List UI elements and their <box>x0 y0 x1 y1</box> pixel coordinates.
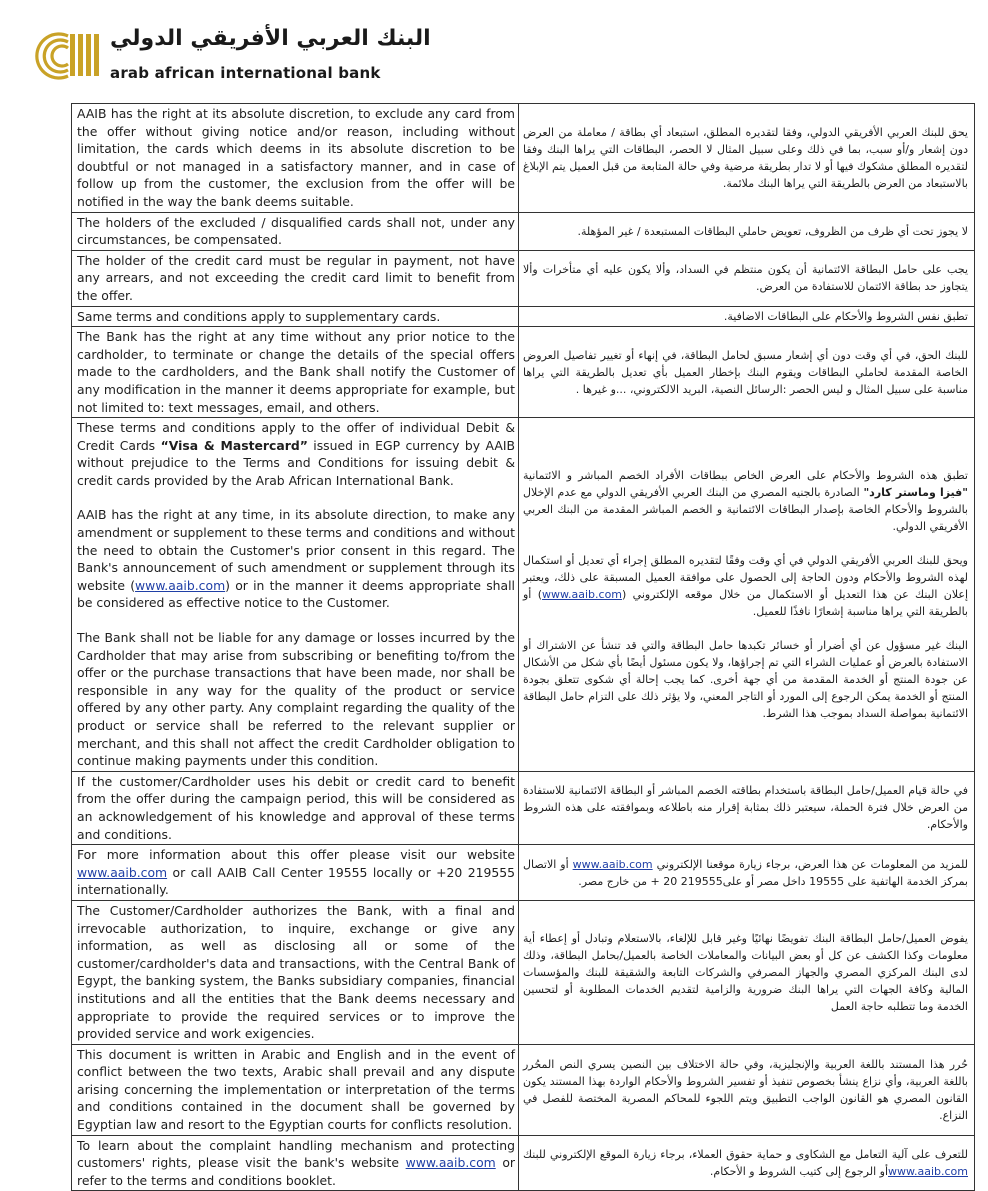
website-link[interactable]: www.aaib.com <box>405 1155 496 1171</box>
text-span: For more information about this offer please visit our website <box>77 847 515 863</box>
table-row <box>72 327 975 418</box>
text-span: These terms and conditions apply to the offer of individual Debit & Credit Cards <box>77 420 515 453</box>
logo-english-text: arab african international bank <box>110 64 381 82</box>
clause-paragraph <box>523 467 968 535</box>
english-clause: The Bank has the right at any time without any prior notice to the cardholder, to terminate or change the details of the special offers made to the cardholders, and the Bank shall notify the Customer of any modification in the manner it deems appropriate for example, but not limited to: text messages, email, and others. <box>72 327 519 418</box>
text-span: issued in EGP currency by AAIB without prejudice to the Terms and Conditions for issuing debit & credit cards provided by the Arab African International Bank. <box>77 437 515 488</box>
english-clause: This document is written in Arabic and English and in the event of conflict between the two texts, Arabic shall prevail and any dispute arising concerning the implementation or interpretation of the terms and conditions contained in the document shall be governed by Egyptian law and resort to the Egyptian courts for conflicts resolution. <box>72 1044 519 1135</box>
logo-arabic-text: البنك العربي الأفريقي الدولي <box>110 26 431 51</box>
english-clause: If the customer/Cardholder uses his debit or credit card to benefit from the offer during the campaign period, this will be considered as an acknowledgement of his knowledge and approval of these terms and conditions. <box>72 771 519 844</box>
table-row <box>72 845 975 901</box>
terms-table-container <box>71 103 972 1191</box>
arabic-clause: يفوض العميل/حامل البطاقة البنك تفويضًا نهائيًا وغير قابل للإلغاء، بالاستعلام وتبادل أو إعطاء أية معلومات وكذا الكشف عن كل أو بعض البيانات والمعاملات الخاصة بالعميل/بحامل البطاقة، وذلك لدى البنك المركزي المصري والجهاز المصرفي والشركات التابعة والشقيقة للبنك والمؤسسات المالية وكافة الجهات التي يراها البنك ضرورية والزامية لتقديم الخدمات المطلوبة أو لتحسين الخدمة وما تتطلبه حاجة العمل <box>519 900 975 1044</box>
terms-table <box>71 103 975 1191</box>
text-span: للتعرف على آلية التعامل مع الشكاوى و حماية حقوق العملاء، برجاء زيارة الموقع الإلكتروني للبنك <box>523 1148 968 1162</box>
clause-paragraph <box>77 506 515 612</box>
text-span: To learn about the complaint handling mechanism and protecting customers' rights, please visit the bank's website <box>77 1137 515 1171</box>
english-clause: The holder of the credit card must be regular in payment, not have any arrears, and not exceeding the credit card limit to benefit from the offer. <box>72 250 519 306</box>
text-span: الصادرة بالجنيه المصري من البنك العربي الأفريقي الدولي مع عدم الإخلال بالشروط والأحكام الخاصة بإصدار البطاقات الائتمانية و الخصم المباشر المقدمة من البنك العربي الأفريقي الدولي. <box>523 485 968 533</box>
arabic-clause: لا يجوز تحت أي ظرف من الظروف، تعويض حاملي البطاقات المستبعدة / غير المؤهلة. <box>519 212 975 250</box>
table-row <box>72 1044 975 1135</box>
spacer <box>77 489 515 506</box>
english-clause: The holders of the excluded / disqualified cards shall not, under any circumstances, be compensated. <box>72 212 519 250</box>
arabic-clause <box>519 1135 975 1191</box>
arabic-clause: يحق للبنك العربي الأفريقي الدولي، وفقا لتقديره المطلق، استبعاد أي بطاقة / معاملة من العرض دون إشعار و/أو سبب، بما في ذلك وعلى سبيل المثال لا الحصر، البطاقات التي يراها البنك وفقا لتقديره المطلق مشكوك فيها أو لا تدار بطريقة مرضية وفي حالة المتابعة من قبل العميل يتم الإبلاغ بالاستبعاد من العرض بالطريقة التي يراها البنك ملائمة. <box>519 104 975 213</box>
spacer <box>77 612 515 629</box>
table-row <box>72 418 975 772</box>
text-span: أو الرجوع إلى كتيب الشروط و الأحكام. <box>709 1165 888 1179</box>
table-row <box>72 1135 975 1191</box>
spacer <box>523 535 968 552</box>
text-span: للمزيد من المعلومات عن هذا العرض، برجاء زيارة موقعنا الإلكتروني <box>652 857 968 871</box>
text-span: or call AAIB Call Center 19555 locally or +20 219555 internationally. <box>77 864 515 898</box>
english-clause: Same terms and conditions apply to supplementary cards. <box>72 306 519 327</box>
card-brand-bold: "فيزا وماستر كارد" <box>863 485 968 499</box>
english-clause <box>72 1135 519 1191</box>
website-link[interactable]: www.aaib.com <box>572 857 653 871</box>
website-link[interactable]: www.aaib.com <box>135 577 226 593</box>
arabic-clause: للبنك الحق، في أي وقت دون أي إشعار مسبق لحامل البطاقة، في إنهاء أو تغيير تفاصيل العروض الخاصة المقدمة لحاملي البطاقات ويقوم البنك بإخطار العميل بأي تعديل بالطريقة التي يراها مناسبة على سبيل المثال و ليس الحصر :الرسائل النصية، البريد الالكتروني، ...و غيرها . <box>519 327 975 418</box>
arabic-clause: يجب على حامل البطاقة الائتمانية أن يكون منتظم في السداد، وألا يكون عليه أي متأخرات وألا يتجاوز حد بطاقة الائتمان للاستفادة من العرض. <box>519 250 975 306</box>
table-row <box>72 212 975 250</box>
clause-paragraph: The Bank shall not be liable for any damage or losses incurred by the Cardholder that may arise from subscribing or benefiting to/from the offer or the purchase transactions that have been made, nor shall be responsible in any way for the quality of the product or service offered by any other party. Any complaint regarding the quality of the product or service shall be referred to the relevant supplier or merchant, and this shall not affect the credit Cardholder obligation to continue making payments under this condition. <box>77 630 515 769</box>
arabic-clause <box>519 845 975 901</box>
text-span: أو الاتصال بمركز الخدمة الهاتفية على 19555 داخل مصر أو على219555 20 + من خارج مصر. <box>523 857 968 888</box>
english-clause-group <box>72 418 519 772</box>
arabic-clause: تطبق نفس الشروط والأحكام على البطاقات الاضافية. <box>519 306 975 327</box>
english-clause: AAIB has the right at its absolute discretion, to exclude any card from the offer without giving notice and/or reason, including without limitation, the cards which deems in its absolute discretion to be doubtful or not managed in a satisfactory manner, and in case of follow up from the customer, the exclusion from the offer will be notified in the way the bank deems suitable. <box>72 104 519 213</box>
table-row <box>72 306 975 327</box>
text-span: ) or in the manner it deems appropriate shall be considered as effective notice to the Customer. <box>77 577 515 611</box>
table-row <box>72 900 975 1044</box>
english-clause: The Customer/Cardholder authorizes the Bank, with a final and irrevocable authorization, to inquire, exchange or give any information, as well as disclosing all or some of the customer/cardholder's data and transactions, with the Central Bank of Egypt, the banking system, the Banks subsidiary companies, financial institutions and all the entities that the Bank deems necessary and appropriate to provide the required services or to improve the provided service and work exigencies. <box>72 900 519 1044</box>
text-span: ) أو بالطريقة التي يراها مناسبة إشعارًا نافذًا للعميل. <box>523 587 968 618</box>
arabic-clause: حُرر هذا المستند باللغة العربية والإنجليزية، وفي حالة الاختلاف بين النصين يسري النص المحُرر باللغة العربية، وأي نزاع ينشأ بخصوص تنفيذ أو تفسير الشروط والأحكام الواردة بهذا المستند يكون القانون المصري هو القانون الواجب التطبيق ويتم اللجوء للمحاكم المصرية المختصة للفصل في النزاع. <box>519 1044 975 1135</box>
website-link[interactable]: www.aaib.com <box>542 587 623 601</box>
clause-paragraph: البنك غير مسؤول عن أي أضرار أو خسائر تكبدها حامل البطاقة والتي قد تنشأ عن الاشتراك أو الاستفادة بالعرض أو عمليات الشراء التي تم إجراؤها، ولا يكون مسئول أيضًا بأي شكل من الأشكال عن جودة المنتج أو الخدمة المقدمة من أي جهة أخرى. كما يجب إحالة أي شكوى تتعلق بجودة المنتج أو الخدمة يمكن الرجوع إلى المورد أو التاجر المعني، ولا يؤثر ذلك على التزام حامل البطاقة الائتمانية بمواصلة السداد بموجب هذا الشرط. <box>523 638 968 720</box>
clause-paragraph <box>77 419 515 489</box>
card-brand-bold: “Visa & Mastercard” <box>160 437 308 453</box>
text-span: AAIB has the right at any time, in its absolute direction, to make any amendment or supplement to these terms and conditions and without the need to obtain the Customer's prior consent in this regard. The Bank's announcement of such amendment or supplement through its website ( <box>77 507 515 593</box>
english-clause <box>72 845 519 901</box>
spacer <box>523 620 968 637</box>
aaib-emblem-icon <box>34 30 102 80</box>
text-span: or refer to the terms and conditions booklet. <box>77 1155 515 1188</box>
table-row <box>72 771 975 844</box>
website-link[interactable]: www.aaib.com <box>888 1165 968 1179</box>
text-span: ويحق للبنك العربي الأفريقي الدولي في أي وقت وفقًا لتقديره المطلق إجراء أي تعديل أو استكمال لهذه الشروط والأحكام ودون الحاجة إلى الحصول على موافقة العميل المسبقة على ذلك، ويعتبر إعلان البنك عن هذا التعديل أو الاستكمال من خلال موقعه الإلكتروني ( <box>523 553 968 601</box>
arabic-clause: في حالة قيام العميل/حامل البطاقة باستخدام بطاقته الخصم المباشر أو البطاقة الائتمانية للاستفادة من العرض خلال فترة الحملة، سيعتبر ذلك بمثابة إقرار منه باطلاعه وبموافقته على هذه الشروط والأحكام. <box>519 771 975 844</box>
website-link[interactable]: www.aaib.com <box>77 864 168 880</box>
table-row <box>72 250 975 306</box>
text-span: تطبق هذه الشروط والأحكام على العرض الخاص ببطاقات الأفراد الخصم المباشر و الائتمانية <box>523 468 968 482</box>
table-row <box>72 104 975 213</box>
bank-logo <box>34 26 431 84</box>
arabic-clause-group <box>519 418 975 772</box>
clause-paragraph <box>523 552 968 620</box>
